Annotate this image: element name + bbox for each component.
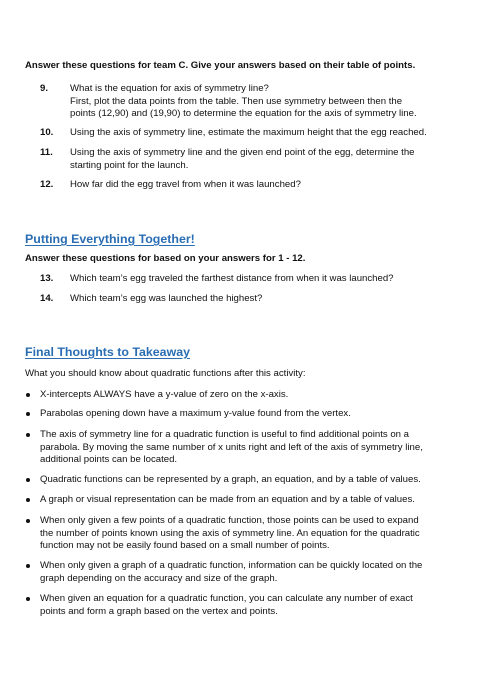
bullet-text-line: X-intercepts ALWAYS have a y-value of zero on the x-axis. [40,389,289,400]
bullet-text-line: function may not be easily found based on a small number of points. [40,540,330,552]
question-number: 11. [40,147,53,158]
question-text-line: starting point for the launch. [70,159,189,171]
section-heading-putting-together: Putting Everything Together! [25,232,195,246]
takeaway-bullet [40,560,455,585]
bullet-dot [26,564,30,568]
question-text-line: points (12,90) and (19,90) to determine the equation for the axis of symmetry line. [70,108,417,120]
question-text-line: Which team’s egg traveled the farthest distance from when it was launched? [70,273,394,284]
question-12 [40,179,465,192]
question-10 [40,127,465,140]
bullet-text-line: Parabolas opening down have a maximum y-value found from the vertex. [40,408,351,419]
question-11 [40,147,465,172]
bullet-text-line: points and form a graph based on the vertex and points. [40,605,278,617]
question-13 [40,273,465,286]
bullet-dot [26,597,30,601]
question-text-line: Using the axis of symmetry line, estimate the maximum height that the egg reached. [70,127,427,138]
bullet-dot [26,393,30,397]
takeaway-bullet [40,474,455,487]
question-number: 14. [40,293,54,304]
question-14 [40,293,465,306]
takeaway-bullet [40,515,455,553]
bullet-text-line: the number of points known using the axis of symmetry line. An equation for the quadratic [40,527,420,539]
bullet-dot [26,433,30,437]
bullet-dot [26,412,30,416]
bullet-text-line: additional points can be located. [40,454,178,466]
bullet-text-line: The axis of symmetry line for a quadratic function is useful to find additional points on a [40,429,410,440]
bullet-dot [26,478,30,482]
question-text-line: Using the axis of symmetry line and the given end point of the egg, determine the [70,147,415,158]
bullet-text-line: parabola. By moving the same number of x units right and left of the axis of symmetry line, [40,441,423,453]
question-number: 10. [40,127,54,138]
question-text-line: First, plot the data points from the table. Then use symmetry between then the [70,95,403,107]
takeaway-bullet [40,429,455,467]
question-number: 12. [40,179,54,190]
bullet-text-line: When only given a few points of a quadratic function, those points can be used to expand [40,515,419,526]
question-9 [40,83,465,121]
question-text-line: What is the equation for axis of symmetry line? [70,83,269,94]
question-number: 13. [40,273,54,284]
putting-together-instruction: Answer these questions for based on your answers for 1 - 12. [25,253,306,264]
takeaway-bullet [40,494,455,507]
bullet-text-line: graph depending on the accuracy and size of the graph. [40,572,278,584]
bullet-text-line: When only given a graph of a quadratic function, information can be quickly located on the [40,560,423,571]
final-thoughts-intro: What you should know about quadratic functions after this activity: [25,368,306,379]
takeaway-bullet [40,389,455,402]
bullet-text-line: Quadratic functions can be represented by a graph, an equation, and by a table of values. [40,474,421,485]
takeaway-bullet [40,593,455,618]
takeaway-bullet [40,408,455,421]
question-number: 9. [40,83,49,94]
bullet-text-line: When given an equation for a quadratic function, you can calculate any number of exact [40,593,413,604]
bullet-dot [26,498,30,502]
question-text-line: Which team’s egg was launched the highest? [70,293,263,304]
bullet-text-line: A graph or visual representation can be made from an equation and by a table of values. [40,494,415,505]
section-heading-final-thoughts: Final Thoughts to Takeaway [25,345,190,359]
bullet-dot [26,519,30,523]
question-text-line: How far did the egg travel from when it was launched? [70,179,301,190]
team-c-instruction: Answer these questions for team C. Give your answers based on their table of points. [25,60,416,71]
